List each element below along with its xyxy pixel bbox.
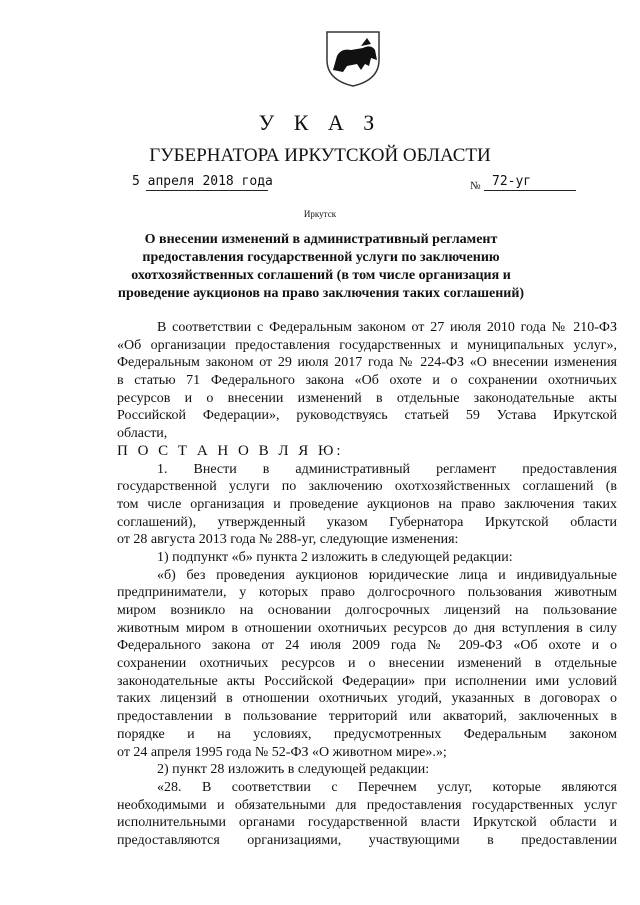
body-line: от 28 августа 2013 года № 288-уг, следующие изменения: xyxy=(117,532,459,548)
body-line: 1. Внести в административный регламент предоставления xyxy=(157,461,617,477)
document-city: Иркутск xyxy=(303,209,337,219)
document-body xyxy=(117,319,617,850)
body-line: в статью 71 Федерального закона «Об охоте и о сохранении охотничьих xyxy=(117,373,617,389)
body-line: «28. В соответствии с Перечнем услуг, которые являются xyxy=(157,779,617,795)
document-heading: О внесении изменений в административный регламент предоставления государственной услуги по заключению охотхозяйственных соглашений (в том числе организация и проведение аукционов на право заключения таких соглашений) xyxy=(117,232,525,301)
body-line: соглашений), утвержденный указом Губернатора Иркутской области xyxy=(117,514,617,530)
body-line: ресурсов и о внесении изменений в отдельные законодательные акты xyxy=(117,390,617,406)
body-line: предоставляются организациями, участвующими в предоставлении xyxy=(117,832,617,848)
body-line: 2) пункт 28 изложить в следующей редакции: xyxy=(157,762,430,778)
date-underline xyxy=(146,190,268,191)
body-line: законодательные акты Российской Федерации» при исполнении ими условий xyxy=(117,673,617,689)
body-line: Российской Федерации», руководствуясь статьей 59 Устава Иркутской xyxy=(117,408,617,424)
body-line: миром возникло на основании долгосрочных лицензий на пользование xyxy=(117,603,617,618)
body-line: предприниматели, у которых право долгосрочного пользования животным xyxy=(117,585,617,601)
body-line: порядке и на условиях, предусмотренных Федеральным законом xyxy=(117,726,617,742)
irkutsk-emblem-icon xyxy=(321,30,385,88)
postanovlyayu: П О С Т А Н О В Л Я Ю: xyxy=(117,442,344,459)
body-line: 1) подпункт «б» пункта 2 изложить в следующей редакции: xyxy=(157,549,513,565)
body-line: области, xyxy=(117,426,168,442)
body-line: от 24 апреля 1995 года № 52-ФЗ «О животном мире».»; xyxy=(117,744,447,760)
body-line: Федеральным законом от 29 июля 2017 года № 224-ФЗ «О внесении изменения xyxy=(117,355,617,371)
body-line: Федерального закона от 24 июля 2009 года № 209-ФЗ «Об охоте и о xyxy=(117,638,617,654)
body-line: том числе организация и проведение аукционов на право заключения таких xyxy=(117,496,617,512)
body-line: предоставлении в пользование территорий или акваторий, заключенных в xyxy=(117,709,617,725)
document-date: 5 апреля 2018 года xyxy=(132,174,273,189)
document-subtitle: ГУБЕРНАТОРА ИРКУТСКОЙ ОБЛАСТИ xyxy=(149,145,491,166)
body-line: В соответствии с Федеральным законом от 27 июля 2010 года № 210-ФЗ xyxy=(157,320,617,335)
number-underline xyxy=(484,190,576,191)
body-line: таких лицензий в отношении охотничьих угодий, указанных в договорах о xyxy=(117,691,617,707)
number-prefix: № xyxy=(470,180,481,192)
document-number: 72-уг xyxy=(492,174,532,189)
body-line: «Об организации предоставления государственных и муниципальных услуг», xyxy=(117,337,617,353)
body-line: «б) без проведения аукционов юридические лица и индивидуальные xyxy=(157,567,617,583)
body-line: животным миром в отношении охотничьих ресурсов до дня вступления в силу xyxy=(117,620,617,636)
body-line: необходимыми и обязательными для предоставления государственных услуг xyxy=(117,797,617,813)
body-line: исполнительными органами государственной власти Иркутской области и xyxy=(117,815,617,831)
document-title: У К А З xyxy=(258,110,382,135)
body-line: сохранении охотничьих ресурсов и о внесении изменений в отдельные xyxy=(117,656,617,672)
body-line: государственной услуги по заключению охотхозяйственных соглашений (в xyxy=(117,479,617,495)
